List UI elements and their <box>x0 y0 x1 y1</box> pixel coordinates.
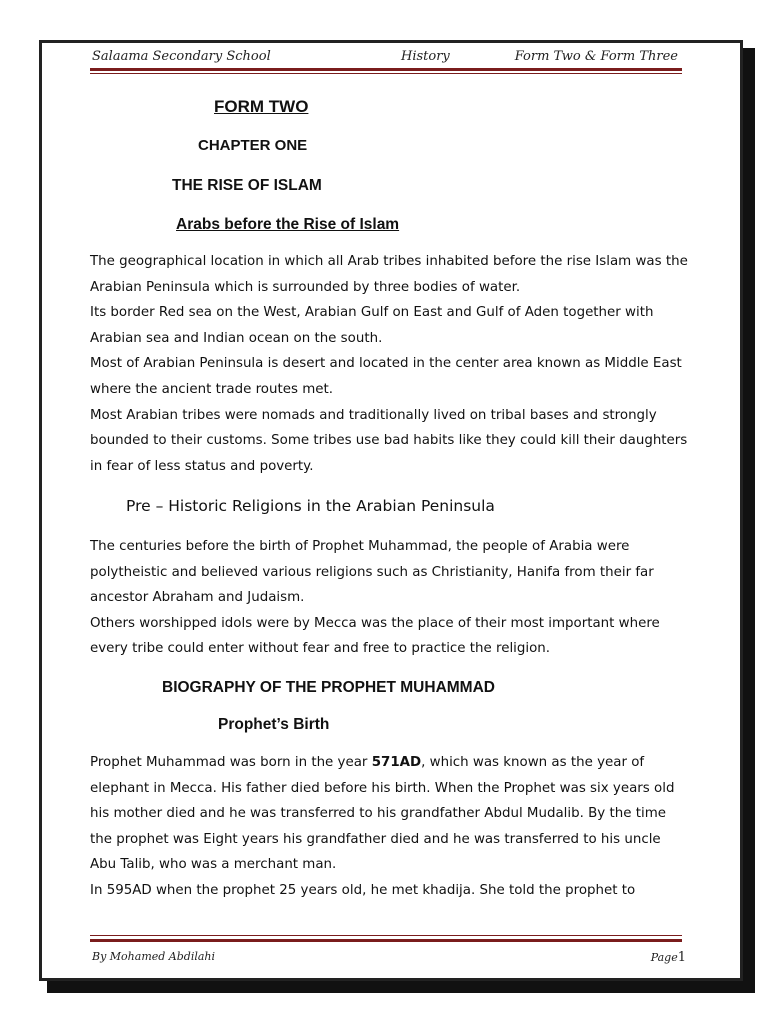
arabs-para-3: Most of Arabian Peninsula is desert and located in the center area known as Middle East where the ancient trade routes met. <box>90 356 682 397</box>
footer-rule-thin <box>90 935 682 936</box>
footer-author: By Mohamed Abdilahi <box>92 950 216 963</box>
birth-text-post: , which was known as the year of elephant in Mecca. His father died before his birth. When the Prophet was six years old his mother died and he was transferred to his grandfather Abdul Mudalib. By the time the prophet was Eight years his grandfather died and he was transferred to his uncle Abu Talib, who was a merchant man. <box>90 755 675 873</box>
topic-heading: THE RISE OF ISLAM <box>172 177 322 194</box>
birth-text-pre: Prophet Muhammad was born in the year <box>90 755 372 770</box>
chapter-heading: CHAPTER ONE <box>198 137 308 154</box>
birth-heading: Prophet’s Birth <box>218 716 330 733</box>
arabs-para-1: The geographical location in which all Arab tribes inhabited before the rise Islam was the Arabian Peninsula which is surrounded by three bodies of water. <box>90 254 688 295</box>
form-heading: FORM TWO <box>214 97 309 116</box>
header-rule-thick <box>90 68 682 71</box>
arabs-para-4: Most Arabian tribes were nomads and traditionally lived on tribal bases and strongly bounded to their customs. Some tribes use bad habits like they could kill their daughters in fear of less status and poverty. <box>90 407 688 474</box>
khadija-para: In 595AD when the prophet 25 years old, he met khadija. She told the prophet to <box>90 882 636 898</box>
arabs-para-2: Its border Red sea on the West, Arabian Gulf on East and Gulf of Aden together with Arabian sea and Indian ocean on the south. <box>90 305 654 346</box>
birth-year: 571AD <box>371 755 422 770</box>
header-forms: Form Two & Form Three <box>514 49 678 64</box>
footer-page <box>651 950 686 965</box>
document-page <box>39 40 743 981</box>
section-heading-arabs: Arabs before the Rise of Islam <box>176 216 400 233</box>
page-header <box>92 49 678 67</box>
religions-para-2: Others worshipped idols were by Mecca was the place of their most important where every tribe could enter without fear and free to practice the religion. <box>90 615 660 657</box>
header-subject: History <box>401 49 450 64</box>
section-heading-religions: Pre – Historic Religions in the Arabian Peninsula <box>126 497 495 515</box>
footer-rule-thick <box>90 939 682 942</box>
header-school: Salaama Secondary School <box>92 49 271 64</box>
religions-para-1: The centuries before the birth of Prophet Muhammad, the people of Arabia were polytheistic and believed various religions such as Christianity, Hanifa from their far ancestor Abraham and Judaism. <box>90 539 654 606</box>
footer-page-number: 1 <box>677 950 686 965</box>
biography-heading: BIOGRAPHY OF THE PROPHET MUHAMMAD <box>162 679 495 696</box>
birth-para <box>90 750 690 878</box>
religions-paragraphs <box>90 534 690 662</box>
footer-page-label: Page <box>650 951 678 964</box>
arabs-paragraphs <box>90 249 690 479</box>
birth-paragraphs <box>90 750 690 904</box>
header-rule-thin <box>90 73 682 74</box>
